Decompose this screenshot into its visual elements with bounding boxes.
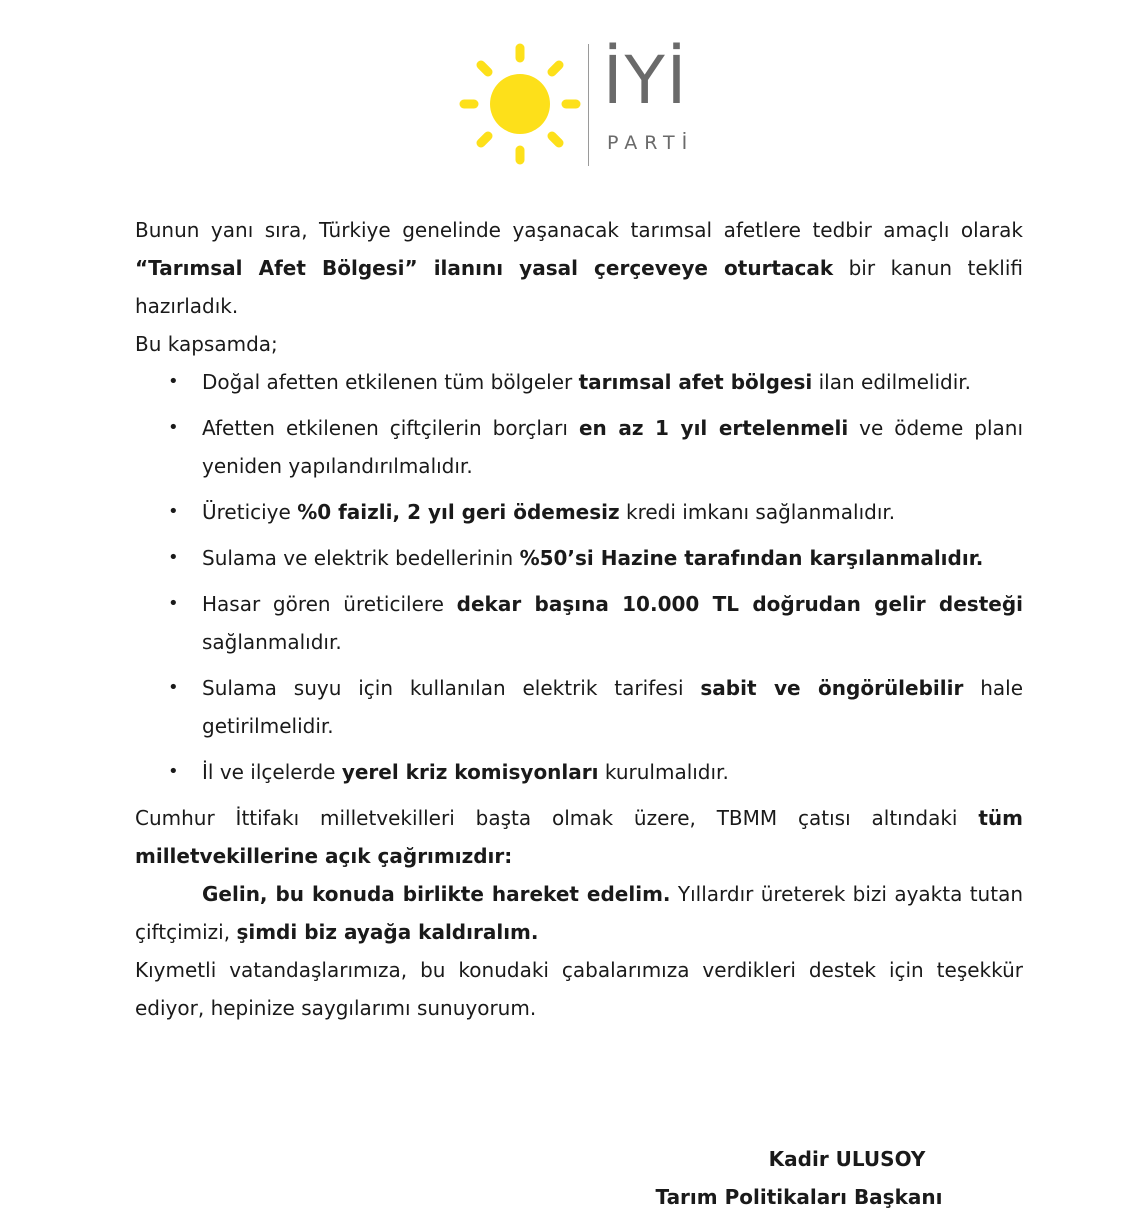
letter-body	[135, 211, 1023, 1027]
logo-wordmark: İYİ	[603, 42, 689, 119]
intro-lead: Bu kapsamda;	[135, 332, 278, 356]
list-item: • Hasar gören üreticilere dekar başına 10.000 TL doğrudan gelir desteği sağlanmalıdır.	[135, 585, 1023, 661]
closing-paragraph: Kıymetli vatandaşlarımıza, bu konudaki çabalarımıza verdikleri destek için teşekkür ediyor, hepinize saygılarımı sunuyorum.	[135, 958, 1023, 1020]
signatory-name: Kadir ULUSOY	[768, 1147, 926, 1171]
appeal-paragraph: Gelin, bu konuda birlikte hareket edelim. Yıllardır üreterek bizi ayakta tutan çiftçimizi, şimdi biz ayağa kaldıralım.	[135, 882, 1023, 944]
list-item: • İl ve ilçelerde yerel kriz komisyonları kurulmalıdır.	[135, 753, 1023, 791]
list-item: • Üreticiye %0 faizli, 2 yıl geri ödemesiz kredi imkanı sağlanmalıdır.	[135, 493, 1023, 531]
logo-divider	[588, 44, 589, 166]
intro-paragraph: Bunun yanı sıra, Türkiye genelinde yaşanacak tarımsal afetlere tedbir amaçlı olarak “Tarımsal Afet Bölgesi” ilanını yasal çerçeveye oturtacak bir kanun teklifi hazırladık.	[135, 218, 1023, 318]
party-logo	[456, 40, 696, 170]
sun-icon	[456, 40, 584, 168]
demands-list	[135, 363, 1023, 791]
list-item: • Afetten etkilenen çiftçilerin borçları en az 1 yıl ertelenmeli ve ödeme planı yeniden yapılandırılmalıdır.	[135, 409, 1023, 485]
intro-emphasis: “Tarımsal Afet Bölgesi” ilanını yasal çerçeveye oturtacak	[135, 256, 834, 280]
list-item: • Sulama ve elektrik bedellerinin %50’si Hazine tarafından karşılanmalıdır.	[135, 539, 1023, 577]
logo-subtitle: PARTİ	[607, 132, 695, 154]
call-paragraph: Cumhur İttifakı milletvekilleri başta olmak üzere, TBMM çatısı altındaki tüm milletvekillerine açık çağrımızdır:	[135, 806, 1023, 868]
signature-block	[599, 1140, 999, 1216]
signatory-title: Tarım Politikaları Başkanı	[655, 1185, 943, 1209]
list-item: • Doğal afetten etkilenen tüm bölgeler tarımsal afet bölgesi ilan edilmelidir.	[135, 363, 1023, 401]
list-item: • Sulama suyu için kullanılan elektrik tarifesi sabit ve öngörülebilir hale getirilmelidir.	[135, 669, 1023, 745]
